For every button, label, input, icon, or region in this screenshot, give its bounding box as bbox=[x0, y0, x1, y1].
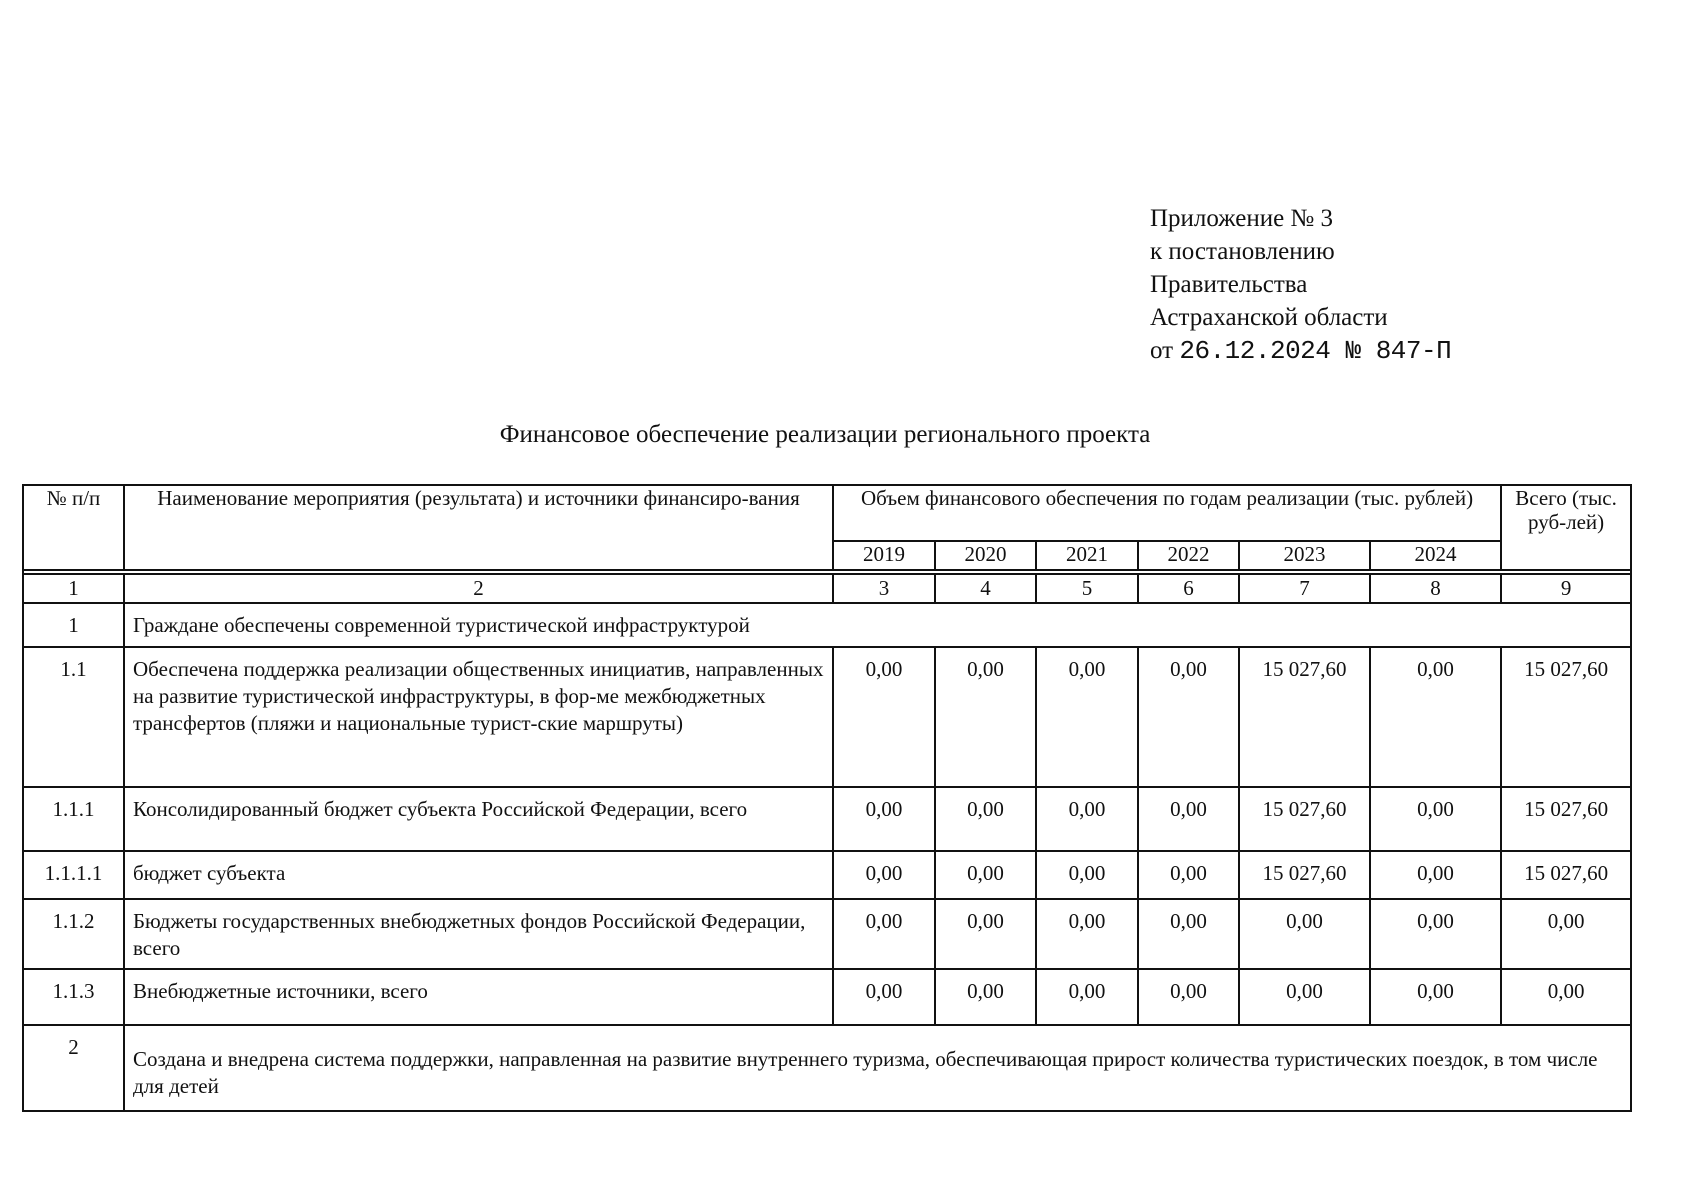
header-year: 2019 bbox=[833, 541, 935, 570]
header-year: 2020 bbox=[935, 541, 1036, 570]
header-year: 2023 bbox=[1239, 541, 1370, 570]
appendix-line-1: Приложение № 3 bbox=[1150, 205, 1334, 232]
table-row bbox=[23, 851, 1631, 899]
row-value: 0,00 bbox=[1036, 787, 1138, 851]
row-value: 0,00 bbox=[1370, 899, 1501, 969]
row-value: 0,00 bbox=[1036, 851, 1138, 899]
row-name: бюджет субъекта bbox=[124, 851, 833, 899]
row-value: 0,00 bbox=[1036, 647, 1138, 787]
column-number: 8 bbox=[1370, 574, 1501, 603]
row-value: 0,00 bbox=[935, 851, 1036, 899]
row-value: 0,00 bbox=[833, 969, 935, 1025]
column-number: 2 bbox=[124, 574, 833, 603]
row-value: 0,00 bbox=[1239, 969, 1370, 1025]
row-name: Консолидированный бюджет субъекта Российской Федерации, всего bbox=[124, 787, 833, 851]
row-value: 0,00 bbox=[935, 787, 1036, 851]
row-value: 15 027,60 bbox=[1239, 787, 1370, 851]
header-name: Наименование мероприятия (результата) и источники финансиро-вания bbox=[124, 485, 833, 570]
appendix-line-3: Правительства bbox=[1150, 271, 1308, 298]
appendix-date-value: 26.12.2024 № 847-П bbox=[1179, 336, 1452, 366]
header-year: 2024 bbox=[1370, 541, 1501, 570]
row-num: 1.1.1.1 bbox=[23, 851, 124, 899]
row-value: 0,00 bbox=[1239, 899, 1370, 969]
section-title: Создана и внедрена система поддержки, направленная на развитие внутреннего туризма, обеспечивающая прирост количества туристических поездок, в том числе для детей bbox=[124, 1025, 1631, 1111]
header-volume: Объем финансового обеспечения по годам реализации (тыс. рублей) bbox=[833, 485, 1501, 541]
row-value: 0,00 bbox=[1370, 969, 1501, 1025]
header-row bbox=[23, 485, 1631, 541]
row-num: 1.1.1 bbox=[23, 787, 124, 851]
row-num: 1.1.2 bbox=[23, 899, 124, 969]
document-title: Финансовое обеспечение реализации регионального проекта bbox=[499, 421, 1151, 448]
row-total: 15 027,60 bbox=[1501, 851, 1631, 899]
section-row-1 bbox=[23, 603, 1631, 647]
row-name: Внебюджетные источники, всего bbox=[124, 969, 833, 1025]
row-value: 0,00 bbox=[935, 969, 1036, 1025]
header-year: 2021 bbox=[1036, 541, 1138, 570]
appendix-line-2: к постановлению bbox=[1150, 238, 1335, 265]
row-value: 0,00 bbox=[1370, 647, 1501, 787]
column-number: 4 bbox=[935, 574, 1036, 603]
section-title: Граждане обеспечены современной туристической инфраструктурой bbox=[124, 603, 1631, 647]
header-num: № п/п bbox=[23, 485, 124, 570]
row-value: 0,00 bbox=[1138, 647, 1239, 787]
row-value: 0,00 bbox=[1138, 969, 1239, 1025]
section-num: 1 bbox=[23, 603, 124, 647]
row-value: 0,00 bbox=[833, 899, 935, 969]
column-number: 5 bbox=[1036, 574, 1138, 603]
table-row bbox=[23, 787, 1631, 851]
appendix-block bbox=[1150, 202, 1451, 368]
row-value: 0,00 bbox=[935, 647, 1036, 787]
row-name: Бюджеты государственных внебюджетных фондов Российской Федерации, всего bbox=[124, 899, 833, 969]
appendix-date-line bbox=[1150, 334, 1451, 368]
column-number: 7 bbox=[1239, 574, 1370, 603]
row-total: 15 027,60 bbox=[1501, 647, 1631, 787]
section-num: 2 bbox=[23, 1025, 124, 1111]
appendix-line-4: Астраханской области bbox=[1150, 304, 1388, 331]
row-value: 0,00 bbox=[833, 647, 935, 787]
row-total: 0,00 bbox=[1501, 899, 1631, 969]
column-number: 9 bbox=[1501, 574, 1631, 603]
row-total: 0,00 bbox=[1501, 969, 1631, 1025]
column-number: 1 bbox=[23, 574, 124, 603]
row-value: 0,00 bbox=[1370, 851, 1501, 899]
row-name: Обеспечена поддержка реализации общественных инициатив, направленных на развитие туристической инфраструктуры, в фор-ме межбюджетных трансфертов (пляжи и национальные турист-ские маршруты) bbox=[124, 647, 833, 787]
column-number: 3 bbox=[833, 574, 935, 603]
row-value: 0,00 bbox=[1138, 899, 1239, 969]
column-numbers-row bbox=[23, 574, 1631, 603]
row-value: 15 027,60 bbox=[1239, 647, 1370, 787]
column-number: 6 bbox=[1138, 574, 1239, 603]
row-num: 1.1 bbox=[23, 647, 124, 787]
table-row bbox=[23, 899, 1631, 969]
row-total: 15 027,60 bbox=[1501, 787, 1631, 851]
row-value: 0,00 bbox=[1138, 787, 1239, 851]
row-value: 0,00 bbox=[833, 787, 935, 851]
row-value: 0,00 bbox=[1036, 899, 1138, 969]
header-total: Всего (тыс. руб-лей) bbox=[1501, 485, 1631, 570]
row-value: 0,00 bbox=[1036, 969, 1138, 1025]
table-row bbox=[23, 969, 1631, 1025]
section-row-2 bbox=[23, 1025, 1631, 1111]
row-value: 0,00 bbox=[833, 851, 935, 899]
row-value: 0,00 bbox=[1370, 787, 1501, 851]
appendix-date-prefix: от bbox=[1150, 337, 1174, 364]
table-row bbox=[23, 647, 1631, 787]
row-value: 0,00 bbox=[1138, 851, 1239, 899]
header-year: 2022 bbox=[1138, 541, 1239, 570]
row-num: 1.1.3 bbox=[23, 969, 124, 1025]
financing-table bbox=[22, 484, 1632, 1112]
row-value: 0,00 bbox=[935, 899, 1036, 969]
row-value: 15 027,60 bbox=[1239, 851, 1370, 899]
